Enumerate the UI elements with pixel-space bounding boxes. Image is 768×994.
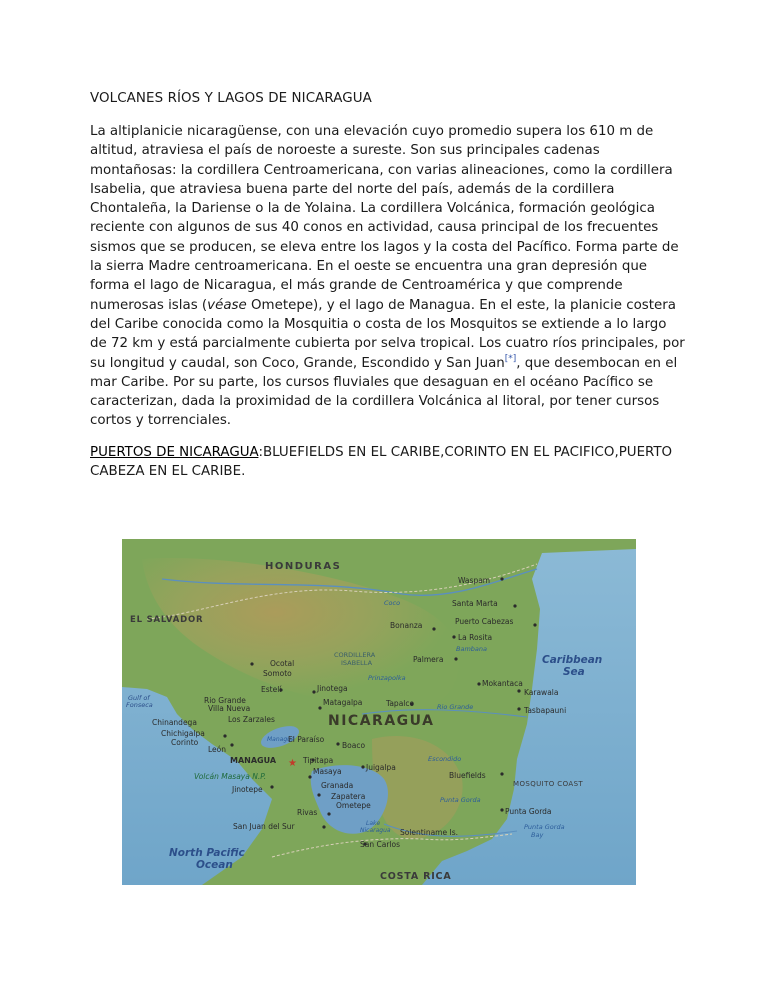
label-lake-nicaragua-1: Lake — [366, 820, 381, 827]
label-isabelia-2: ISABELLA — [341, 659, 373, 667]
marker-masaya — [308, 775, 311, 778]
marker-waspam — [500, 577, 503, 580]
marker-puerto-cabezas — [533, 623, 536, 626]
marker-leon — [230, 743, 233, 746]
marker-jinotepe — [270, 785, 273, 788]
label-river-coco: Coco — [384, 599, 401, 607]
city-tipitapa: Tipitapa — [303, 756, 334, 765]
marker-rivas — [327, 812, 330, 815]
city-punta-gorda: Punta Gorda — [505, 807, 552, 816]
city-tapalco: Tapalco — [386, 699, 415, 708]
city-mokantaca: Mokantaca — [482, 679, 523, 688]
label-bay-punta-gorda-2: Bay — [531, 831, 544, 839]
city-san-carlos: San Carlos — [360, 840, 400, 849]
marker-san-juan-del-sur — [322, 825, 325, 828]
city-esteli: Estelí — [261, 685, 282, 694]
marker-la-rosita — [452, 635, 455, 638]
marker-zapatera — [317, 793, 320, 796]
city-granada: Granada — [321, 781, 354, 790]
city-karawala: Karawala — [524, 688, 559, 697]
ports-label: PUERTOS DE NICARAGUA — [90, 445, 259, 460]
city-leon: León — [208, 745, 227, 754]
city-chichigalpa: Chichigalpa — [161, 729, 205, 738]
city-santa-marta: Santa Marta — [452, 599, 498, 608]
label-nicaragua: NICARAGUA — [328, 713, 435, 729]
city-rivas: Rivas — [297, 808, 318, 817]
paragraph-text-2: Ometepe), y el lago de Managua. En el este, la planicie costera del Caribe conocida como la Mosquitia o costa de los Mosquitos se extiende a lo largo de 72 km y está parcialmente cubierta por selva tropical. Los cuatro ríos principales, por su longitud y caudal, son Coco, Grande, Escondido y San Juan — [90, 297, 685, 371]
city-el-paraiso: El Paraíso — [288, 735, 325, 744]
city-tasbapauni: Tasbapauni — [524, 706, 567, 715]
marker-tasbapauni — [517, 707, 520, 710]
city-bonanza: Bonanza — [390, 621, 423, 630]
city-zapatera: Zapatera — [331, 792, 366, 801]
city-la-rosita: La Rosita — [458, 633, 493, 642]
paragraph-text-3: , que desembocan en el mar Caribe. Por su parte, los cursos fluviales que desaguan en el océano Pacífico se caracterizan, dada la proximidad de la cordillera Volcánica al litoral, por tener cursos cortos y torrenciales. — [90, 355, 678, 429]
city-palmera: Palmera — [413, 655, 444, 664]
label-river-bambana: Bambana — [456, 645, 487, 653]
label-river-rio-grande: Rio Grande — [437, 703, 474, 711]
label-pacific-1: North Pacific — [169, 847, 245, 859]
city-managua: MANAGUA — [230, 756, 277, 765]
capital-star-icon: ★ — [288, 758, 297, 769]
label-honduras: HONDURAS — [265, 561, 342, 572]
city-masaya: Masaya — [313, 767, 342, 776]
city-ocotal: Ocotal — [270, 659, 295, 668]
city-jinotepe: Jinotepe — [232, 785, 263, 794]
marker-bluefields — [500, 772, 503, 775]
nicaragua-map — [122, 539, 636, 885]
marker-ocotal — [250, 662, 253, 665]
city-rio-grande: Rio Grande — [204, 696, 246, 705]
city-bluefields: Bluefields — [449, 771, 486, 780]
city-san-juan-del-sur: San Juan del Sur — [233, 822, 295, 831]
label-river-escondido: Escondido — [428, 755, 462, 763]
label-river-punta-gorda: Punta Gorda — [440, 796, 481, 804]
label-lake-nicaragua-2: Nicaragua — [360, 827, 391, 834]
label-river-prinzapolka: Prinzapolka — [368, 674, 406, 682]
ports-paragraph — [90, 443, 686, 482]
italic-vease: véase — [207, 297, 247, 313]
label-costa-rica: COSTA RICA — [380, 871, 452, 882]
body-paragraph — [90, 122, 686, 431]
marker-chichigalpa — [223, 734, 226, 737]
label-fonseca-2: Fonseca — [126, 701, 153, 709]
marker-matagalpa — [318, 706, 321, 709]
marker-santa-marta — [513, 604, 516, 607]
label-el-salvador: EL SALVADOR — [130, 615, 204, 625]
marker-punta-gorda — [500, 808, 503, 811]
marker-boaco — [336, 742, 339, 745]
ports-text: :BLUEFIELDS EN EL CARIBE,CORINTO EN EL PACIFICO,PUERTO CABEZA EN EL CARIBE. — [90, 445, 673, 480]
paragraph-text-1: La altiplanicie nicaragüense, con una elevación cuyo promedio supera los 610 m de altitud, atraviesa el país de noroeste a sureste. Son sus principales cadenas montañosas: la cordillera Centroamericana, con varias alineaciones, como la cordillera Isabelia, que atraviesa buena parte del norte del país, además de la cordillera Chontaleña, la Dariense o la de Yolaina. La cordillera Volcánica, formación geológica reciente con algunos de sus 40 conos en actividad, causa principal de los frecuentes sismos que se producen, se eleva entre los lagos y la costa del Pacífico. Forma parte de la sierra Madre centroamericana. En el oeste se encuentra una gran depresión que forma el lago de Nicaragua, el más grande de Centroamérica y que comprende numerosas islas ( — [90, 124, 679, 313]
marker-juigalpa — [361, 765, 364, 768]
city-chinandega: Chinandega — [152, 718, 197, 727]
marker-jinotega — [312, 690, 315, 693]
marker-karawala — [517, 689, 520, 692]
label-bay-punta-gorda-1: Punta Gorda — [524, 823, 565, 831]
label-fonseca-1: Gulf of — [128, 694, 150, 702]
city-corinto: Corinto — [171, 738, 199, 747]
label-pacific-2: Ocean — [196, 859, 233, 871]
city-los-zarzales: Los Zarzales — [228, 715, 275, 724]
city-matagalpa: Matagalpa — [323, 698, 363, 707]
label-isabelia-1: CORDILLERA — [334, 651, 376, 659]
marker-palmera — [454, 657, 457, 660]
city-boaco: Boaco — [342, 741, 366, 750]
city-waspam: Waspam — [458, 576, 491, 585]
footnote-link[interactable]: [*] — [504, 353, 517, 364]
footnote-ref — [505, 354, 517, 364]
city-somoto: Somoto — [263, 669, 292, 678]
label-lake-managua: Managua — [267, 736, 295, 743]
marker-bonanza — [432, 627, 435, 630]
label-caribbean-2: Sea — [563, 666, 585, 678]
label-mosquito-coast: MOSQUITO COAST — [513, 780, 584, 788]
city-ometepe: Ometepe — [336, 801, 371, 810]
marker-mokantaca — [477, 682, 480, 685]
document-title: VOLCANES RÍOS Y LAGOS DE NICARAGUA — [90, 91, 372, 106]
city-juigalpa: Juigalpa — [366, 763, 396, 772]
city-jinotega: Jinotega — [317, 684, 348, 693]
label-caribbean-1: Caribbean — [542, 654, 603, 666]
city-volcan-masaya: Volcán Masaya N.P. — [194, 772, 267, 781]
city-puerto-cabezas: Puerto Cabezas — [455, 617, 514, 626]
city-solentiname: Solentiname Is. — [400, 828, 458, 837]
city-villa-nueva: Villa Nueva — [208, 704, 251, 713]
